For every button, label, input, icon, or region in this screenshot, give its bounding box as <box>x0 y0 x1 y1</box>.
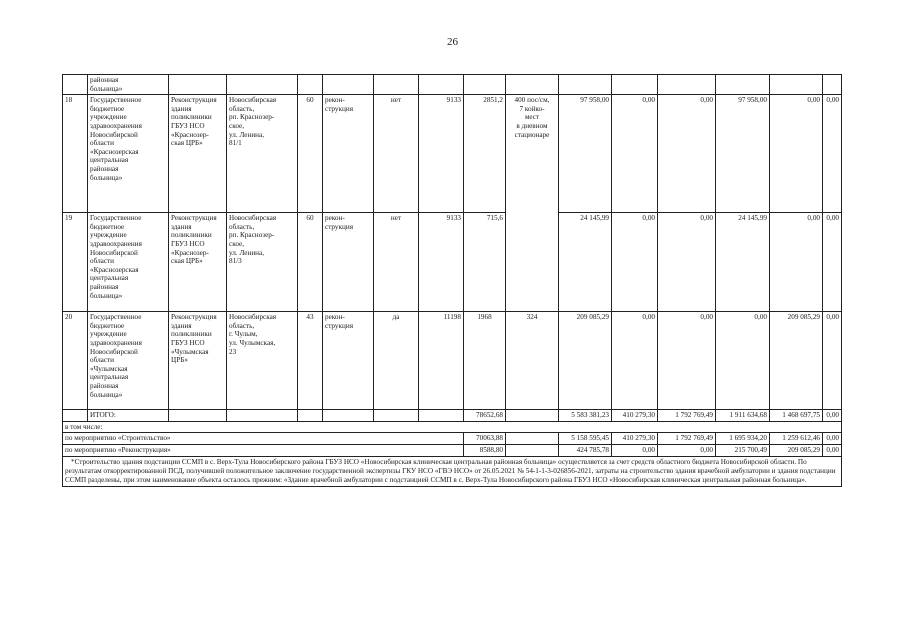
table-row-18 <box>63 95 842 213</box>
cell-c6: нет <box>374 95 419 213</box>
reconstruction-label: по мероприятию «Реконструкция» <box>63 444 464 456</box>
cell-c11: 0,00 <box>612 213 658 312</box>
cell-c14: 0,00 <box>770 95 823 213</box>
reconstruction-c12: 0,00 <box>658 444 716 456</box>
cell-num: 20 <box>63 312 88 410</box>
total-c14: 1 468 697,75 <box>770 410 823 422</box>
cell-name: Государственное бюджетное учреждение здравоохранения Новосибирской области «Чулымская центральная районная больница» <box>88 312 169 410</box>
cell-c10: 24 145,99 <box>559 213 612 312</box>
total-c15: 0,00 <box>823 410 842 422</box>
cell-c15: 0,00 <box>823 213 842 312</box>
cell-object: Реконструкция здания поликлиники ГБУЗ НСО «Чулымская ЦРБ» <box>169 312 227 410</box>
cell-c14: 0,00 <box>770 213 823 312</box>
construction-c14: 1 259 612,46 <box>770 433 823 445</box>
cell-c8: 1968 <box>464 312 506 410</box>
cell-c11: 0,00 <box>612 95 658 213</box>
table-row-construction <box>63 433 842 445</box>
table-row-total <box>63 410 842 422</box>
cell-c11: 0,00 <box>612 312 658 410</box>
reconstruction-c11: 0,00 <box>612 444 658 456</box>
cell-c13: 97 958,00 <box>716 95 770 213</box>
including-label: в том числе: <box>63 421 842 433</box>
cell-capacity: 324 <box>506 312 559 410</box>
total-c12: 1 792 769,49 <box>658 410 716 422</box>
cell-c13: 24 145,99 <box>716 213 770 312</box>
table-row-footnote <box>63 456 842 486</box>
cell-c7: 9133 <box>419 95 464 213</box>
construction-c11: 410 279,30 <box>612 433 658 445</box>
cell-c7: 9133 <box>419 213 464 312</box>
cell-c12: 0,00 <box>658 213 716 312</box>
construction-c15: 0,00 <box>823 433 842 445</box>
cell-type: рекон- струкция <box>323 213 374 312</box>
cell-object: Реконструкция здания поликлиники ГБУЗ НСО «Краснозер- ская ЦРБ» <box>169 95 227 213</box>
cell-c8: 715,6 <box>464 213 506 312</box>
cell-type: рекон- струкция <box>323 95 374 213</box>
total-c8: 78652,68 <box>464 410 506 422</box>
cell-c8: 2851,2 <box>464 95 506 213</box>
cell-c15: 0,00 <box>823 312 842 410</box>
cell-c4: 60 <box>298 213 323 312</box>
cell-address: Новосибирская область, г. Чулым, ул. Чулымская, 23 <box>227 312 298 410</box>
cell-c10: 209 085,29 <box>559 312 612 410</box>
construction-c12: 1 792 769,49 <box>658 433 716 445</box>
cell-name: Государственное бюджетное учреждение здравоохранения Новосибирской области «Краснозерская центральная районная больница» <box>88 213 169 312</box>
total-c11: 410 279,30 <box>612 410 658 422</box>
cell-c14: 209 085,29 <box>770 312 823 410</box>
reconstruction-c13: 215 700,49 <box>716 444 770 456</box>
table-row-19 <box>63 213 842 312</box>
construction-c13: 1 695 934,20 <box>716 433 770 445</box>
page-number: 26 <box>447 36 458 48</box>
cell-address: Новосибирская область, рп. Краснозер- ское, ул. Ленина, 81/3 <box>227 213 298 312</box>
construction-label: по мероприятию «Строительство» <box>63 433 464 445</box>
investment-table <box>62 74 842 487</box>
reconstruction-c10: 424 785,78 <box>559 444 612 456</box>
cell-c15: 0,00 <box>823 95 842 213</box>
construction-c10: 5 158 595,45 <box>559 433 612 445</box>
total-label: ИТОГО: <box>88 410 169 422</box>
reconstruction-c15: 0,00 <box>823 444 842 456</box>
reconstruction-c8: 8588,80 <box>464 444 506 456</box>
table-row-continuation <box>63 75 842 95</box>
construction-c8: 70063,88 <box>464 433 506 445</box>
cell-c4: 43 <box>298 312 323 410</box>
cell-type: рекон- струкция <box>323 312 374 410</box>
table-row-reconstruction <box>63 444 842 456</box>
cell-c13: 0,00 <box>716 312 770 410</box>
cell-name: Государственное бюджетное учреждение здравоохранения Новосибирской области «Краснозерская центральная районная больница» <box>88 95 169 213</box>
cell-address: Новосибирская область, рп. Краснозер- ское, ул. Ленина, 81/1 <box>227 95 298 213</box>
table-row-including <box>63 421 842 433</box>
cell-capacity: 400 пос/см, 7 койко- мест в дневном стационаре <box>506 95 559 312</box>
cell-c6: нет <box>374 213 419 312</box>
footnote: *Строительство здания подстанции ССМП в с. Верх-Тула Новосибирского района ГБУЗ НСО «Новосибирская клиническая центральная районная больница» осуществляется за счет средств областного бюджета Новосибирской области. По результатам откорректированной ПСД, получившей положительное заключение государственной экспертизы ГКУ НСО «ГВЭ НСО» от 26.05.2021 № 54-1-1-3-026856-2021, затраты на строительство здания врачебной амбулатории и здания подстанции ССМП разделены, при этом наименование объекта осталось прежним: «Здание врачебной амбулатории с подстанцией ССМП в с. Верх-Тула Новосибирского района ГБУЗ НСО «Новосибирская клиническая центральная районная больница». <box>63 456 842 486</box>
cell-object: Реконструкция здания поликлиники ГБУЗ НСО «Краснозер- ская ЦРБ» <box>169 213 227 312</box>
table-row-20 <box>63 312 842 410</box>
total-c10: 5 583 381,23 <box>559 410 612 422</box>
cell-c10: 97 958,00 <box>559 95 612 213</box>
cell-c12: 0,00 <box>658 312 716 410</box>
total-c13: 1 911 634,68 <box>716 410 770 422</box>
cell-c12: 0,00 <box>658 95 716 213</box>
cell-name: районная больница» <box>88 75 169 95</box>
cell-c6: да <box>374 312 419 410</box>
cell-c4: 60 <box>298 95 323 213</box>
cell-num: 18 <box>63 95 88 213</box>
cell-c7: 11198 <box>419 312 464 410</box>
reconstruction-c14: 209 085,29 <box>770 444 823 456</box>
cell-num: 19 <box>63 213 88 312</box>
